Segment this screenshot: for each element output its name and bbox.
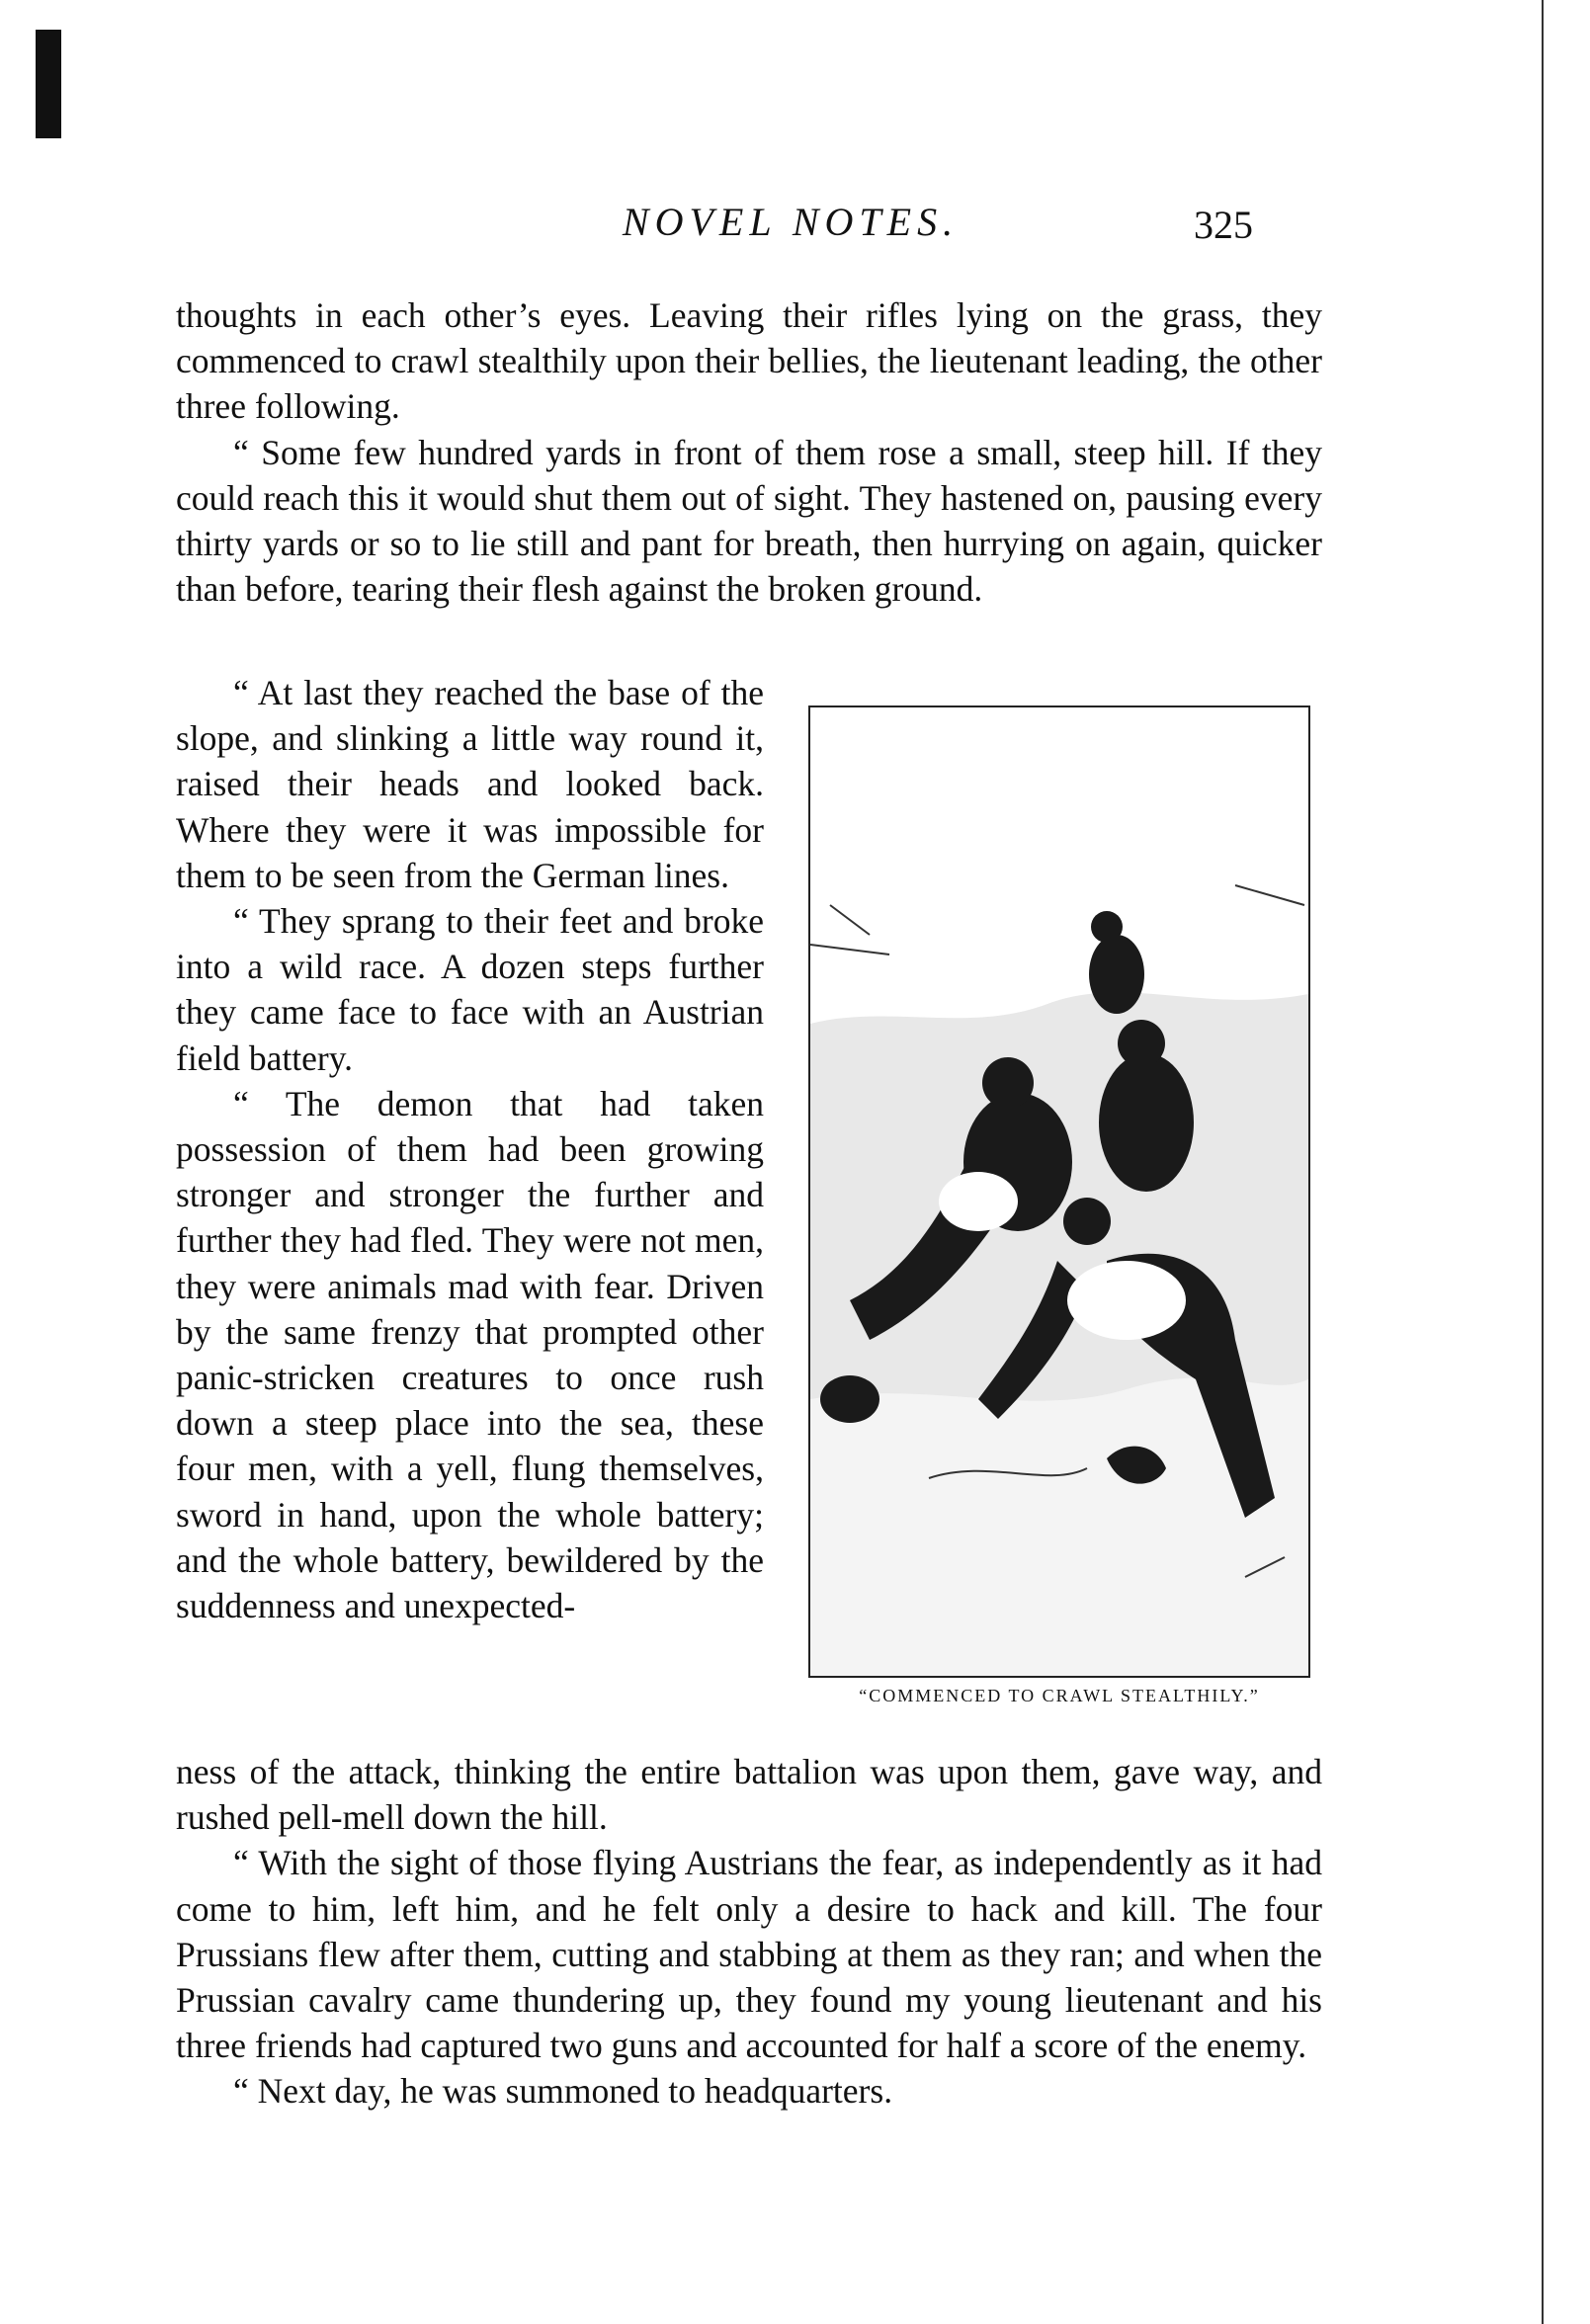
continuation-text-block bbox=[176, 1749, 1322, 2115]
paragraph: thoughts in each other’s eyes. Leaving their rifles lying on the grass, they commenced to crawl stealthily upon their bellies, the lieutenant leading, the other three following. bbox=[176, 295, 1322, 427]
illustration bbox=[808, 706, 1310, 1678]
binding-mark bbox=[36, 30, 61, 138]
paragraph: “ With the sight of those flying Austrians the fear, as independently as it had come to him, left him, and he felt only a desire to hack and kill. The four Prussians flew after them, cutting and stabbing at them as they ran; and when the Prussian cavalry came thundering up, they found my young lieutenant and his three friends had captured two guns and accounted for half a score of the enemy. bbox=[176, 1843, 1322, 2066]
illustration-caption: “COMMENCED TO CRAWL STEALTHILY.” bbox=[859, 1686, 1260, 1705]
top-text-block bbox=[176, 292, 1322, 612]
page-edge-line bbox=[1542, 0, 1544, 2324]
page-number: 325 bbox=[1194, 203, 1253, 247]
paragraph: ness of the attack, thinking the entire battalion was upon them, gave way, and rushed pell-mell down the hill. bbox=[176, 1752, 1322, 1838]
illustration-drawing bbox=[810, 707, 1308, 1676]
paragraph: “ The demon that had taken possession of them had been growing stronger and stronger the further and further they had fled. They were not men, they were animals mad with fear. Driven by the same frenzy that prompted other panic-stricken creatures to once rush down a steep place into the sea, these four men, with a yell, flung themselves, sword in hand, upon the whole battery; and the whole battery, bewildered by the suddenness and unexpected- bbox=[176, 1083, 764, 1626]
running-header: NOVEL NOTES. bbox=[622, 200, 960, 244]
column-text-block bbox=[176, 670, 764, 1628]
paragraph: “ Some few hundred yards in front of them rose a small, steep hill. If they could reach this it would shut them out of sight. They hastened on, pausing every thirty yards or so to lie still and pant for breath, then hurrying on again, quicker than before, tearing their flesh against the broken ground. bbox=[176, 432, 1322, 610]
paragraph: “ At last they reached the base of the slope, and slinking a little way round it, raised their heads and looked back. Where they were it was impossible for them to be seen from the German lines. bbox=[176, 673, 764, 895]
paragraph: “ Next day, he was summoned to headquarters. bbox=[233, 2071, 893, 2112]
paragraph: “ They sprang to their feet and broke into a wild race. A dozen steps further they came face to face with an Austrian field battery. bbox=[176, 901, 764, 1078]
